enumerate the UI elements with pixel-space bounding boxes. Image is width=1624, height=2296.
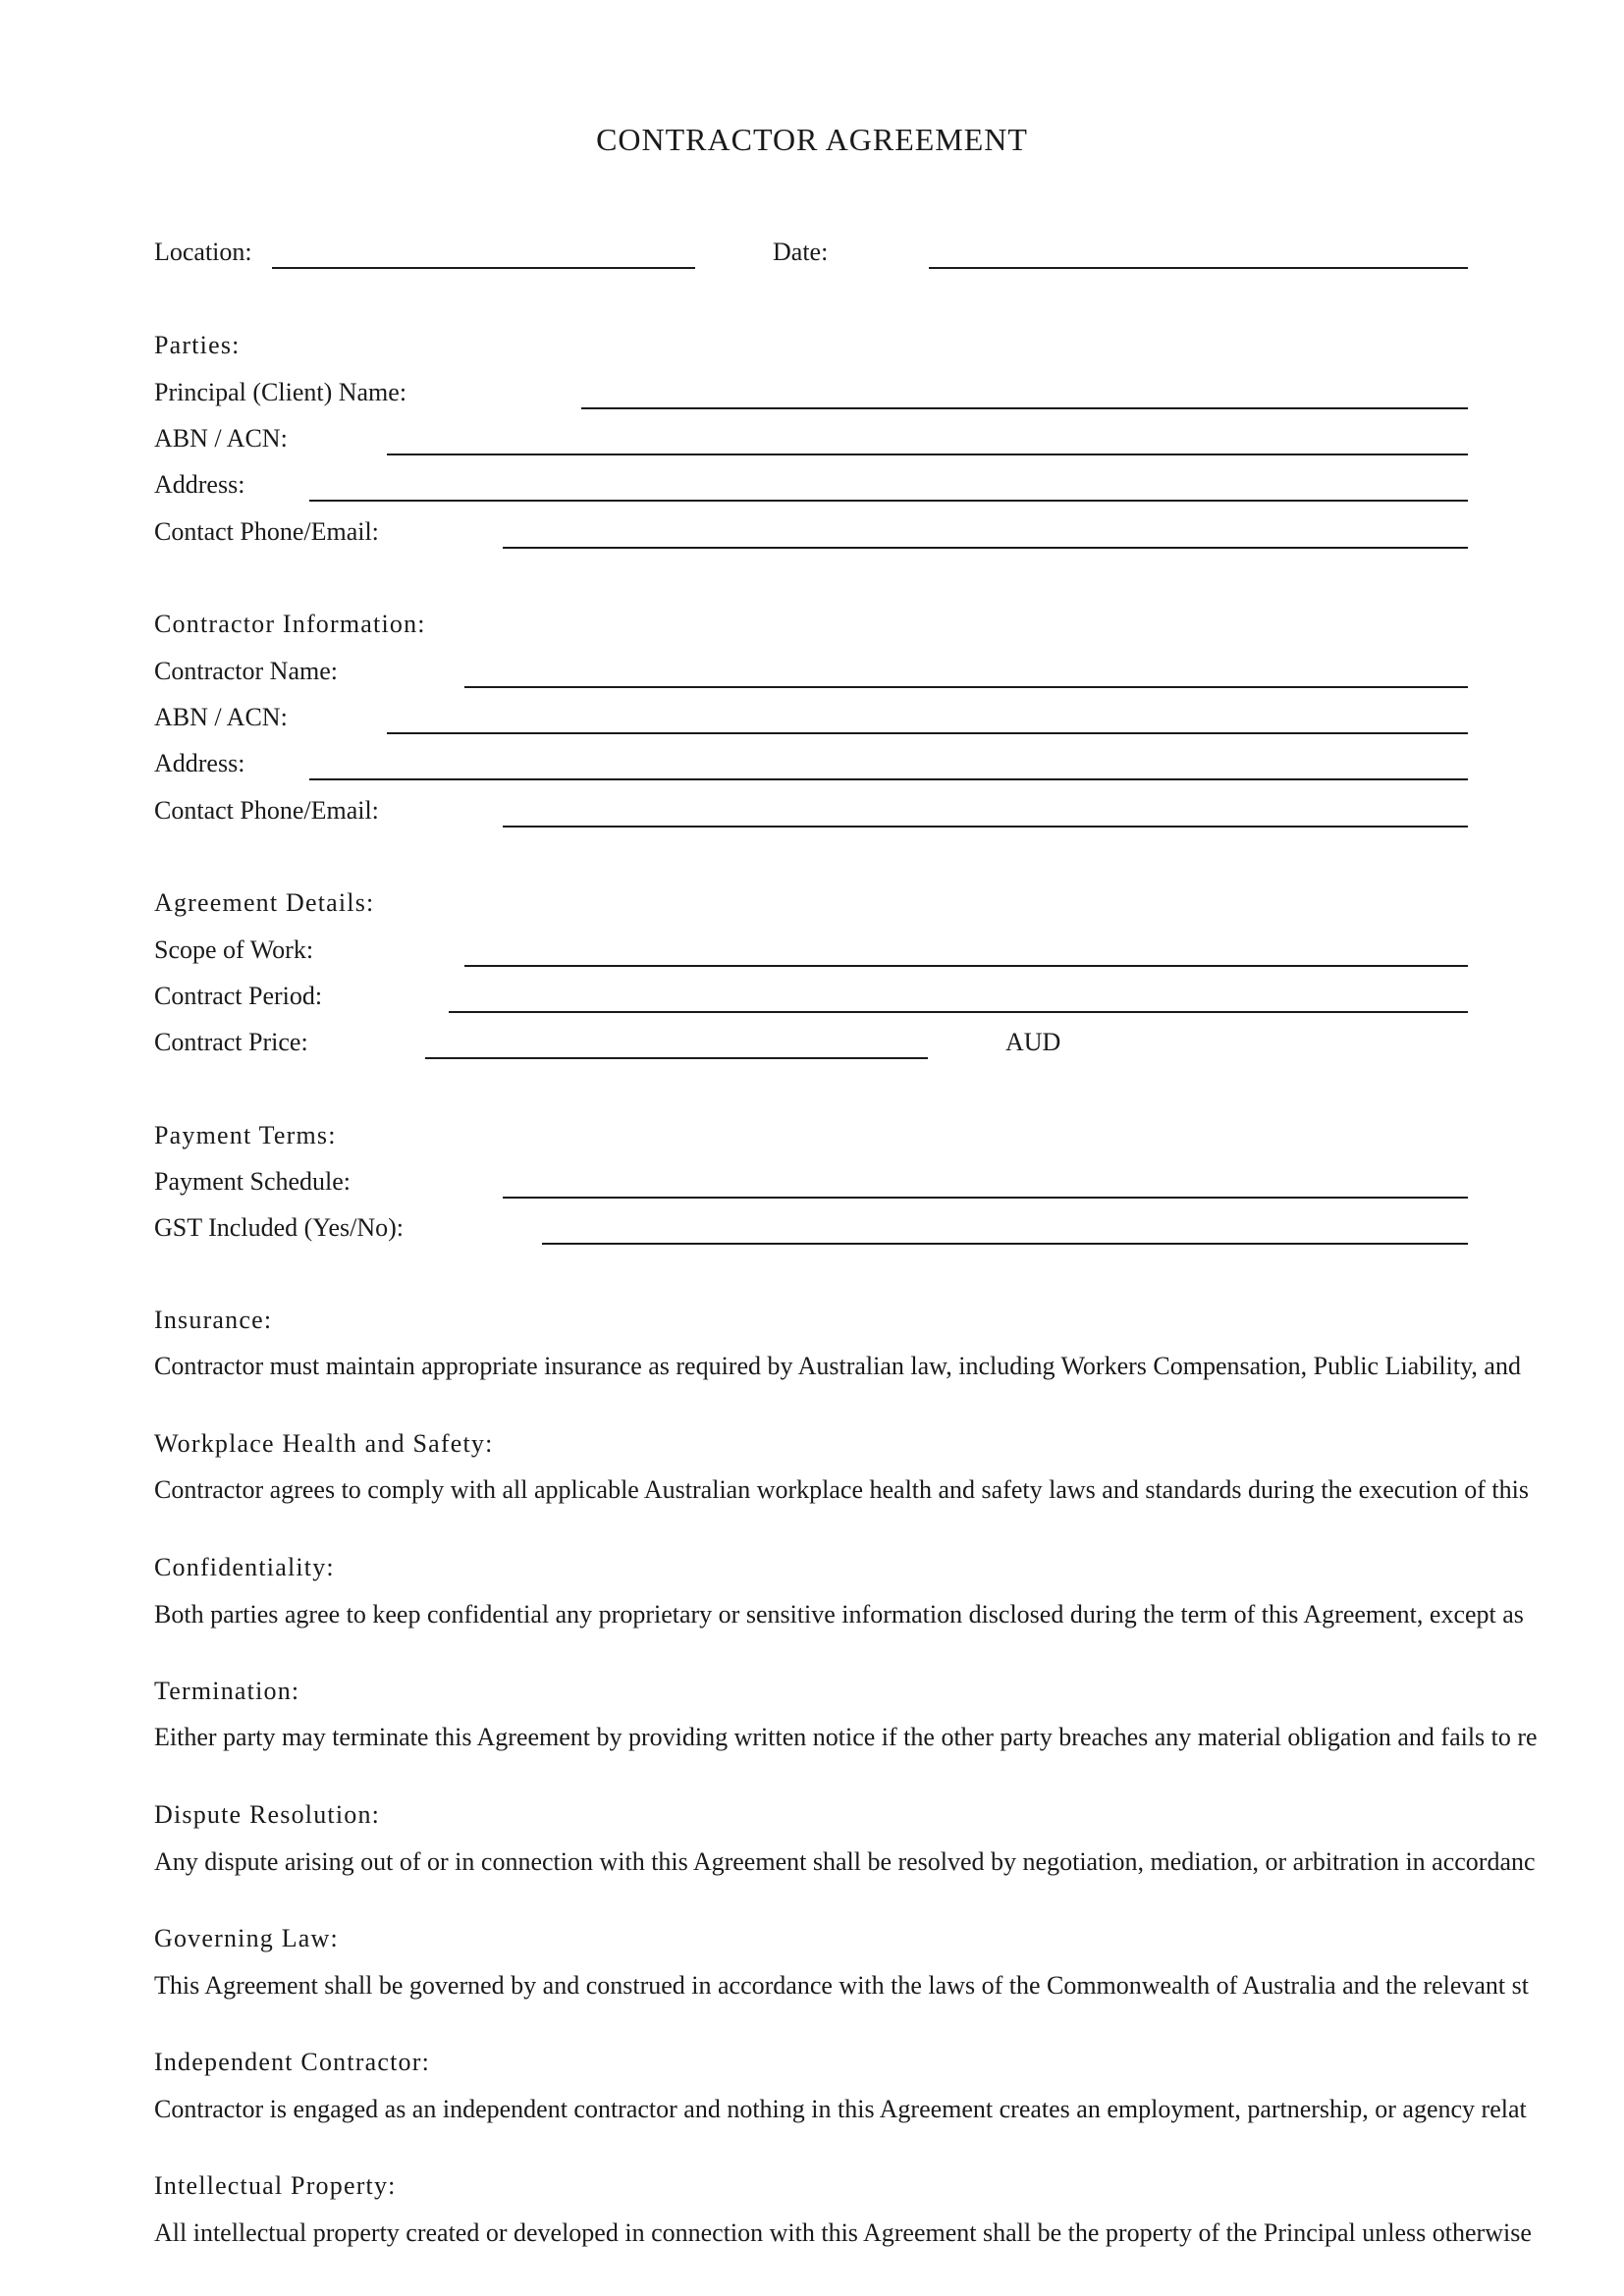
contractor-abn-label: ABN / ACN: <box>154 703 288 731</box>
independent-contractor-text: Contractor is engaged as an independent contractor and nothing in this Agreement creates an employment, partnership, or agency relat <box>154 2095 1527 2123</box>
contractor-contact-field[interactable] <box>503 826 1468 828</box>
termination-heading: Termination: <box>154 1677 300 1705</box>
gst-field[interactable] <box>542 1243 1468 1245</box>
price-label: Contract Price: <box>154 1028 308 1056</box>
principal-abn-label: ABN / ACN: <box>154 424 288 453</box>
principal-contact-field[interactable] <box>503 547 1468 549</box>
contractor-heading: Contractor Information: <box>154 610 426 638</box>
date-label: Date: <box>773 238 829 266</box>
confidentiality-heading: Confidentiality: <box>154 1553 335 1581</box>
document-title: CONTRACTOR AGREEMENT <box>596 122 1028 157</box>
parties-heading: Parties: <box>154 331 241 359</box>
price-field[interactable] <box>425 1057 928 1059</box>
intellectual-property-heading: Intellectual Property: <box>154 2171 397 2200</box>
scope-label: Scope of Work: <box>154 935 314 964</box>
whs-text: Contractor agrees to comply with all applicable Australian workplace health and safety laws and standards during the execution of this <box>154 1475 1529 1504</box>
governing-law-heading: Governing Law: <box>154 1924 339 1952</box>
principal-contact-label: Contact Phone/Email: <box>154 517 379 546</box>
currency-label: AUD <box>1005 1028 1061 1056</box>
location-label: Location: <box>154 238 252 266</box>
location-field[interactable] <box>272 267 695 269</box>
payment-heading: Payment Terms: <box>154 1121 337 1149</box>
principal-name-field[interactable] <box>581 407 1468 409</box>
period-field[interactable] <box>449 1011 1468 1013</box>
principal-address-label: Address: <box>154 470 245 499</box>
dispute-text: Any dispute arising out of or in connection with this Agreement shall be resolved by negotiation, mediation, or arbitration in accordanc <box>154 1847 1536 1876</box>
contractor-address-field[interactable] <box>309 778 1468 780</box>
insurance-text: Contractor must maintain appropriate insurance as required by Australian law, including Workers Compensation, Public Liability, and <box>154 1352 1521 1380</box>
whs-heading: Workplace Health and Safety: <box>154 1429 494 1458</box>
dispute-heading: Dispute Resolution: <box>154 1800 381 1829</box>
termination-text: Either party may terminate this Agreement by providing written notice if the other party breaches any material obligation and fails to re <box>154 1723 1538 1751</box>
period-label: Contract Period: <box>154 982 323 1010</box>
payment-schedule-label: Payment Schedule: <box>154 1167 352 1196</box>
contractor-abn-field[interactable] <box>387 732 1468 734</box>
gst-label: GST Included (Yes/No): <box>154 1213 404 1242</box>
contractor-name-field[interactable] <box>464 686 1468 688</box>
confidentiality-text: Both parties agree to keep confidential any proprietary or sensitive information disclosed during the term of this Agreement, except as <box>154 1600 1524 1629</box>
intellectual-property-text: All intellectual property created or developed in connection with this Agreement shall be the property of the Principal unless otherwise <box>154 2218 1532 2247</box>
contractor-name-label: Contractor Name: <box>154 657 338 685</box>
insurance-heading: Insurance: <box>154 1306 273 1334</box>
independent-contractor-heading: Independent Contractor: <box>154 2048 431 2076</box>
agreement-heading: Agreement Details: <box>154 888 375 917</box>
contractor-contact-label: Contact Phone/Email: <box>154 796 379 825</box>
principal-abn-field[interactable] <box>387 454 1468 455</box>
governing-law-text: This Agreement shall be governed by and construed in accordance with the laws of the Commonwealth of Australia and the relevant st <box>154 1971 1529 2000</box>
principal-name-label: Principal (Client) Name: <box>154 378 407 406</box>
principal-address-field[interactable] <box>309 500 1468 502</box>
scope-field[interactable] <box>464 965 1468 967</box>
date-field[interactable] <box>929 267 1468 269</box>
payment-schedule-field[interactable] <box>503 1197 1468 1199</box>
contractor-address-label: Address: <box>154 749 245 777</box>
